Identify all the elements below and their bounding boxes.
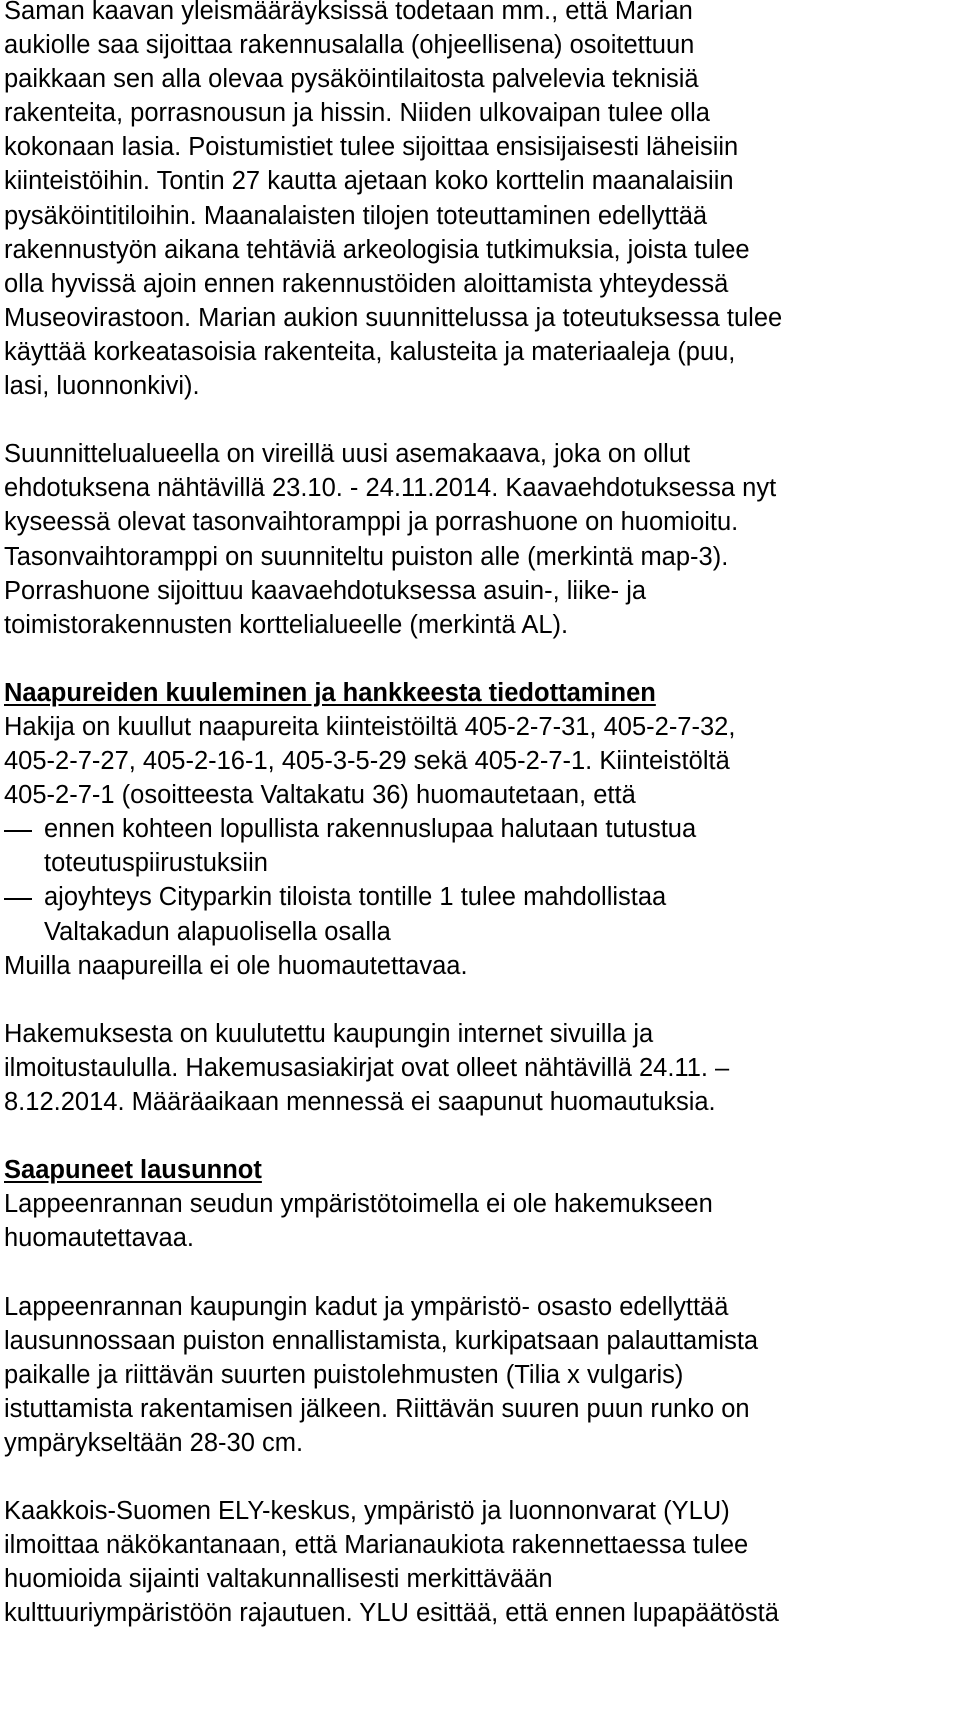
text-line: Porrashuone sijoittuu kaavaehdotuksessa asuin-, liike- ja bbox=[4, 576, 647, 605]
text-line: toimistorakennusten korttelialueelle (merkintä AL). bbox=[4, 610, 569, 639]
text-line: kiinteistöihin. Tontin 27 kautta ajetaan koko korttelin maanalaisiin bbox=[4, 167, 734, 196]
text-line: kyseessä olevat tasonvaihtoramppi ja porrashuone on huomioitu. bbox=[4, 508, 739, 537]
text-line: 405-2-7-1 (osoitteesta Valtakatu 36) huomautetaan, että bbox=[4, 781, 636, 810]
text-line: Hakija on kuullut naapureita kiinteistöiltä 405-2-7-31, 405-2-7-32, bbox=[4, 712, 736, 741]
text-line: Kaakkois-Suomen ELY-keskus, ympäristö ja luonnonvarat (YLU) bbox=[4, 1497, 730, 1526]
text-line: 405-2-7-27, 405-2-16-1, 405-3-5-29 sekä 405-2-7-1. Kiinteistöltä bbox=[4, 747, 730, 776]
section-heading-statements: Saapuneet lausunnot bbox=[4, 1156, 262, 1185]
paragraph-public-notice bbox=[4, 1017, 956, 1119]
paragraph-spacer bbox=[4, 1119, 956, 1153]
text-line: lasi, luonnonkivi). bbox=[4, 372, 200, 401]
text-line: istuttamista rakentamisen jälkeen. Riittävän suuren puun runko on bbox=[4, 1394, 750, 1423]
paragraph-new-zoning-plan bbox=[4, 437, 956, 642]
paragraph-spacer bbox=[4, 1460, 956, 1494]
text-line: 8.12.2014. Määräaikaan mennessä ei saapunut huomautuksia. bbox=[4, 1088, 716, 1116]
section-heading-neighbours: Naapureiden kuuleminen ja hankkeesta tiedottaminen bbox=[4, 678, 656, 707]
text-line: Lappeenrannan kaupungin kadut ja ympäristö- osasto edellyttää bbox=[4, 1292, 729, 1321]
text-line: Museovirastoon. Marian aukion suunnittelussa ja toteutuksessa tulee bbox=[4, 303, 783, 332]
text-line: toteutuspiirustuksiin bbox=[44, 849, 268, 878]
paragraph-spacer bbox=[4, 1255, 956, 1289]
text-line: Lappeenrannan seudun ympäristötoimella ei ole hakemukseen bbox=[4, 1190, 713, 1219]
paragraph-streets-department bbox=[4, 1290, 956, 1460]
list-item bbox=[4, 880, 956, 948]
text-line: huomautettavaa. bbox=[4, 1224, 194, 1253]
text-line: paikkaan sen alla olevaa pysäköintilaitosta palvelevia teknisiä bbox=[4, 65, 699, 94]
text-line: rakennustyön aikana tehtäviä arkeologisia tutkimuksia, joista tulee bbox=[4, 235, 750, 264]
text-line: ajoyhteys Cityparkin tiloista tontille 1 tulee mahdollistaa bbox=[44, 883, 667, 912]
paragraph-no-other-remarks bbox=[4, 949, 956, 983]
text-line: ilmoittaa näkökantanaan, että Marianaukiota rakennettaessa tulee bbox=[4, 1531, 749, 1560]
text-line: Hakemuksesta on kuulutettu kaupungin internet sivuilla ja bbox=[4, 1019, 654, 1048]
paragraph-spacer bbox=[4, 642, 956, 676]
text-line: olla hyvissä ajoin ennen rakennustöiden aloittamista yhteydessä bbox=[4, 269, 729, 298]
text-line: käyttää korkeatasoisia rakenteita, kalusteita ja materiaaleja (puu, bbox=[4, 337, 736, 366]
text-line: kulttuuriympäristöön rajautuen. YLU esittää, että ennen lupapäätöstä bbox=[4, 1599, 779, 1628]
text-line: ympärykseltään 28-30 cm. bbox=[4, 1428, 304, 1457]
list-item-text bbox=[44, 812, 956, 880]
document-page bbox=[4, 0, 956, 1631]
dash-bullet-icon bbox=[4, 880, 44, 914]
text-line: ennen kohteen lopullista rakennuslupaa halutaan tutustua bbox=[44, 815, 697, 844]
text-line: Valtakadun alapuolisella osalla bbox=[44, 917, 391, 946]
list-item bbox=[4, 812, 956, 880]
text-line: paikalle ja riittävän suurten puistolehmusten (Tilia x vulgaris) bbox=[4, 1360, 684, 1389]
paragraph-spacer bbox=[4, 983, 956, 1017]
text-line: Tasonvaihtoramppi on suunniteltu puiston alle (merkintä map-3). bbox=[4, 542, 729, 571]
dash-bullet-icon bbox=[4, 812, 44, 846]
text-line: kokonaan lasia. Poistumistiet tulee sijoittaa ensisijaisesti läheisiin bbox=[4, 133, 739, 162]
paragraph-spacer bbox=[4, 403, 956, 437]
paragraph-neighbour-hearing bbox=[4, 710, 956, 812]
text-line: huomioida sijainti valtakunnallisesti merkittävään bbox=[4, 1565, 553, 1594]
text-line: Suunnittelualueella on vireillä uusi asemakaava, joka on ollut bbox=[4, 440, 691, 469]
text-line: Muilla naapureilla ei ole huomautettavaa. bbox=[4, 951, 468, 980]
paragraph-environment-office bbox=[4, 1187, 956, 1255]
text-line: Saman kaavan yleismääräyksissä todetaan mm., että Marian bbox=[4, 0, 693, 25]
text-line: lausunnossaan puiston ennallistamista, kurkipatsaan palauttamista bbox=[4, 1326, 759, 1355]
text-line: pysäköintitiloihin. Maanalaisten tilojen toteuttaminen edellyttää bbox=[4, 201, 708, 230]
text-line: ilmoitustaululla. Hakemusasiakirjat ovat olleet nähtävillä 24.11. – bbox=[4, 1053, 730, 1082]
paragraph-ely-centre bbox=[4, 1494, 956, 1630]
text-line: rakenteita, porrasnousun ja hissin. Niiden ulkovaipan tulee olla bbox=[4, 99, 710, 128]
text-line: ehdotuksena nähtävillä 23.10. - 24.11.2014. Kaavaehdotuksessa nyt bbox=[4, 474, 777, 503]
text-line: aukiolle saa sijoittaa rakennusalalla (ohjeellisena) osoitettuun bbox=[4, 31, 695, 60]
paragraph-general-regulations bbox=[4, 0, 956, 403]
list-item-text bbox=[44, 880, 956, 948]
